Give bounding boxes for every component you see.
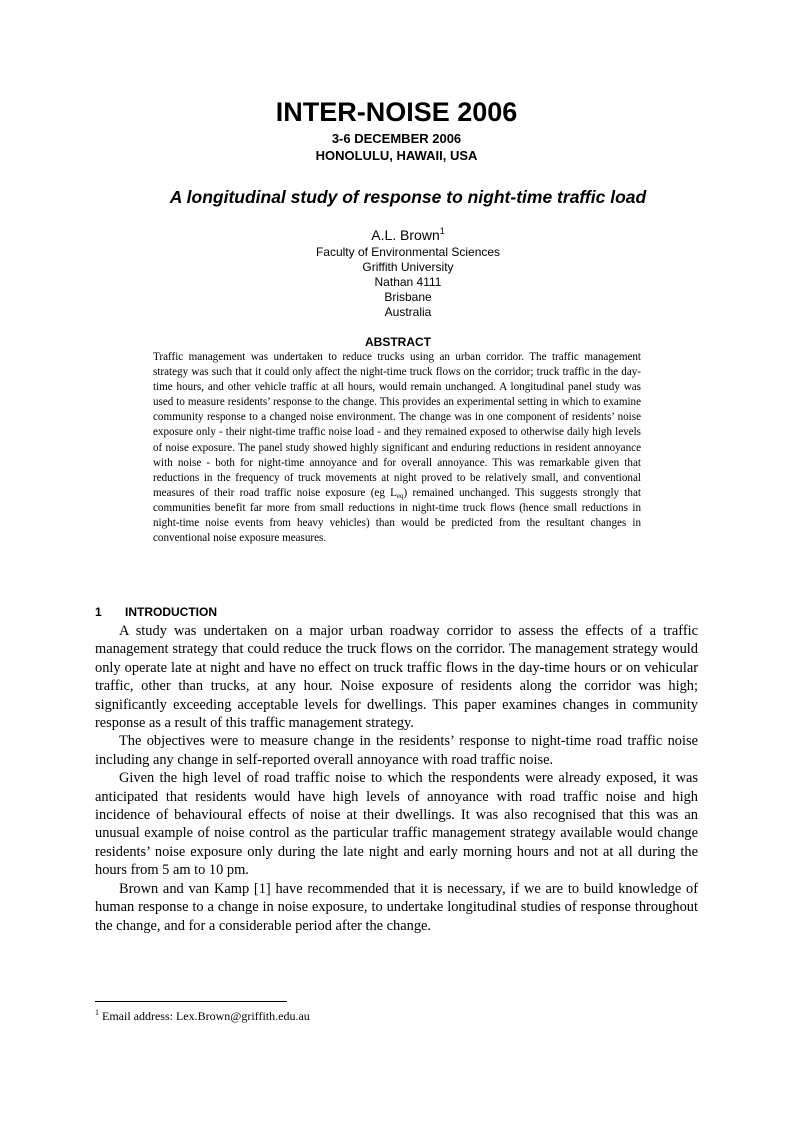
- affiliation-line: Griffith University: [362, 260, 454, 274]
- author-footnote-mark: 1: [439, 226, 445, 236]
- footnote-divider: [95, 1001, 287, 1002]
- affiliation: [0, 245, 793, 320]
- affiliation-line: Nathan 4111: [374, 275, 442, 289]
- affiliation-line: Faculty of Environmental Sciences: [315, 245, 501, 259]
- abstract-subscript: eq: [396, 491, 404, 500]
- conference-title: INTER-NOISE 2006: [275, 97, 518, 127]
- abstract-text: Traffic management was undertaken to reduce trucks using an urban corridor. The traffic management strategy was such that it could only affect the night-time truck flows on the corridor; truck traffic in the day-time hours, and other vehicle traffic at all hours, would remain unchanged. A longitudinal panel study was used to measure residents’ response to the change. This provides an experimental setting in which to examine community response to a changed noise environment. The change was in one component of residents’ noise exposure only - their night-time traffic noise load - and they remained exposed to otherwise daily high levels of noise exposure. The panel study showed highly significant and enduring reductions in resident annoyance with noise - both for night-time annoyance and for overall annoyance. This was remarkable given that reductions in the frequency of truck movements at night proved to be relatively small, and conventional measures of their road traffic noise exposure (eg L: [153, 351, 641, 499]
- paragraph: Given the high level of road traffic noise to which the respondents were already exposed, it was anticipated that residents would have high levels of annoyance with road traffic noise and high incidence of behavioural effects of noise at their dwellings. It was also recognised that this was an unusual example of noise control as the particular traffic management strategy available would change residents’ noise exposure only during the late night and early morning hours and not at all during the hours from 5 am to 10 pm.: [95, 770, 698, 879]
- footnote: [95, 1009, 310, 1024]
- footnote-text: Email address: Lex.Brown@griffith.edu.au: [102, 1009, 310, 1023]
- paragraph: Brown and van Kamp [1] have recommended that it is necessary, if we are to build knowledge of human response to a change in noise exposure, to undertake longitudinal studies of response throughout the change, and for a considerable period after the change.: [95, 880, 698, 934]
- paragraph: A study was undertaken on a major urban roadway corridor to assess the effects of a traffic management strategy that could reduce the truck flows on the corridor. The management strategy would only operate late at night and have no effect on truck traffic flows in the day-time hours or on vehicular traffic, other than trucks, at any hour. Noise exposure of residents along the corridor was high; significantly exceeding acceptable levels for dwellings. This paper examines changes in community response as a result of this traffic management strategy.: [95, 623, 698, 732]
- abstract-body: [153, 350, 641, 546]
- abstract-text: ) remained unchanged. This suggests strongly that communities benefit far more from small reductions in night-time truck flows (hence small reductions in night-time noise events from heavy vehicles) than would be predicted from the resultant changes in conventional noise exposure measures.: [153, 486, 641, 545]
- footnote-mark: 1: [95, 1008, 99, 1017]
- paragraph: The objectives were to measure change in the residents’ response to night-time road traffic noise including any change in self-reported overall annoyance with road traffic noise.: [95, 733, 698, 768]
- section-body: [95, 622, 698, 935]
- paper-title: A longitudinal study of response to night-time traffic load: [169, 187, 647, 207]
- section-number: 1: [95, 605, 102, 619]
- section-heading: [95, 605, 217, 620]
- affiliation-line: Australia: [384, 305, 432, 319]
- affiliation-line: Brisbane: [384, 290, 432, 304]
- section-title: INTRODUCTION: [125, 605, 217, 619]
- conference-location: HONOLULU, HAWAII, USA: [315, 148, 478, 163]
- author-line: [0, 226, 793, 244]
- conference-dates: 3-6 DECEMBER 2006: [331, 131, 462, 146]
- abstract-heading: ABSTRACT: [365, 335, 431, 349]
- author-name: A.L. Brown: [371, 227, 440, 243]
